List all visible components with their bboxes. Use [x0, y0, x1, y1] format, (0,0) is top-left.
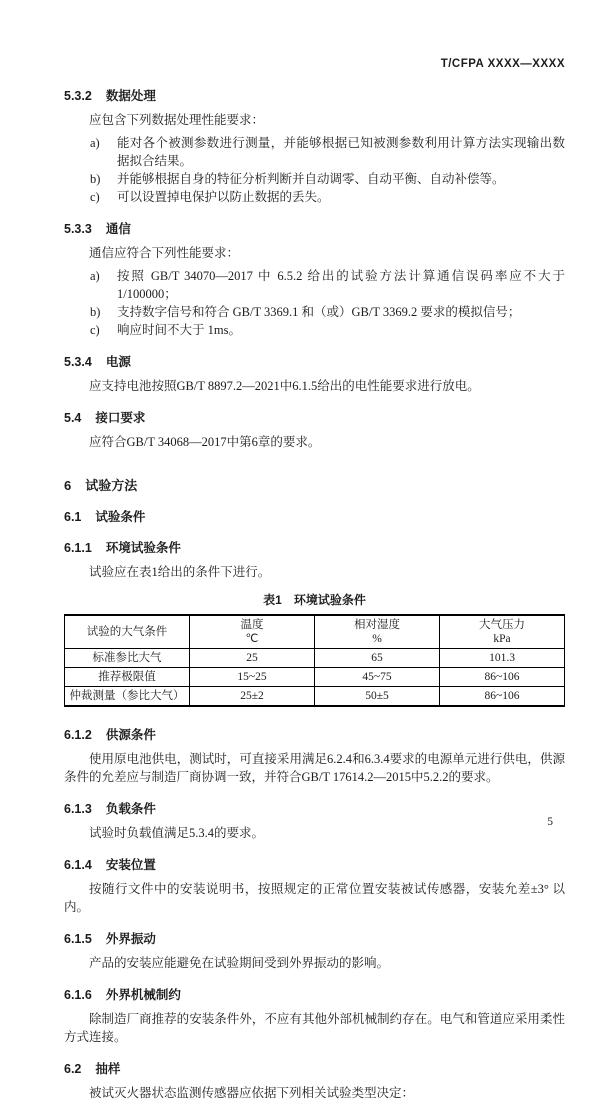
list-item	[64, 303, 565, 321]
list-marker: a)	[90, 269, 100, 283]
table-row	[65, 668, 565, 687]
list-item	[64, 188, 565, 206]
paragraph: 产品的安装应能避免在试验期间受到外界振动的影响。	[89, 956, 390, 970]
section-number: 5.3.4	[64, 355, 92, 369]
col-header: 大气压力 kPa	[440, 615, 565, 649]
col-header: 试验的大气条件	[65, 615, 190, 649]
section-number: 6.1.5	[64, 932, 92, 946]
table-cell: 45~75	[315, 668, 440, 687]
section-title: 试验条件	[95, 510, 146, 524]
table-row	[65, 649, 565, 668]
section-number: 5.3.2	[64, 89, 92, 103]
list-text: 按照 GB/T 34070—2017 中 6.5.2 给出的试验方法计算通信误码率应不大于 1/100000；	[117, 269, 565, 301]
table-caption-title: 环境试验条件	[293, 593, 366, 607]
col-header: 温度 ℃	[190, 615, 315, 649]
table-cell: 101.3	[440, 649, 565, 668]
section-heading-6-1-2	[64, 725, 565, 743]
list-item	[64, 170, 565, 188]
table-cell: 86~106	[440, 668, 565, 687]
paragraph: 除制造厂商推荐的安装条件外，不应有其他外部机械制约存在。电气和管道应采用柔性方式连接。	[64, 1012, 565, 1044]
section-number: 6.1.1	[64, 541, 92, 555]
col-header: 相对湿度 %	[315, 615, 440, 649]
section-number: 5.3.3	[64, 222, 92, 236]
list-marker: c)	[90, 190, 100, 204]
section-heading-6-1-1	[64, 538, 565, 556]
section-heading-5-3-2	[64, 86, 565, 104]
section-title: 外界机械制约	[105, 988, 181, 1002]
section-number: 6.2	[64, 1062, 82, 1076]
section-heading-6-1-3	[64, 799, 565, 817]
paragraph: 应符合GB/T 34068—2017中第6章的要求。	[89, 435, 321, 449]
section-heading-5-3-4	[64, 352, 565, 370]
list-text: 支持数字信号和符合 GB/T 3369.1 和（或）GB/T 3369.2 要求的模拟信号；	[117, 305, 521, 319]
section-title: 供源条件	[105, 728, 156, 742]
list-text: 并能够根据自身的特征分析判断并自动调零、自动平衡、自动补偿等。	[117, 172, 505, 186]
table-caption-label: 表1	[263, 593, 282, 607]
table-cell: 50±5	[315, 687, 440, 707]
table-cell: 仲裁测量（参比大气）	[65, 687, 190, 707]
section-title: 安装位置	[105, 858, 156, 872]
table-cell: 标准参比大气	[65, 649, 190, 668]
section-heading-6-1	[64, 507, 565, 525]
section-number: 6.1.2	[64, 728, 92, 742]
paragraph: 按随行文件中的安装说明书，按照规定的正常位置安装被试传感器，安装允差±3° 以内。	[64, 882, 565, 914]
table-cell: 15~25	[190, 668, 315, 687]
paragraph: 应支持电池按照GB/T 8897.2—2021中6.1.5给出的电性能要求进行放电。	[89, 379, 480, 393]
section-heading-5-3-3	[64, 219, 565, 237]
section-number: 6	[64, 478, 72, 493]
section-title: 数据处理	[105, 89, 156, 103]
table-row	[65, 687, 565, 707]
paragraph: 通信应符合下列性能要求：	[89, 246, 240, 260]
list-marker: c)	[90, 323, 100, 337]
table-cell: 65	[315, 649, 440, 668]
section-title: 试验方法	[85, 478, 138, 493]
paragraph: 试验应在表1给出的条件下进行。	[89, 565, 271, 579]
list-marker: b)	[90, 172, 101, 186]
table-cell: 25±2	[190, 687, 315, 707]
section-heading-5-4	[64, 408, 565, 426]
document-code-header: T/CFPA XXXX—XXXX	[440, 58, 565, 70]
section-title: 环境试验条件	[105, 541, 181, 555]
environment-conditions-table	[64, 614, 565, 707]
section-title: 电源	[105, 355, 131, 369]
section-title: 通信	[105, 222, 131, 236]
paragraph: 使用原电池供电，测试时，可直接采用满足6.2.4和6.3.4要求的电源单元进行供电，供源条件的允差应与制造厂商协调一致，并符合GB/T 17614.2—2015中5.2.2的要求。	[64, 752, 565, 784]
section-number: 6.1.6	[64, 988, 92, 1002]
page-number: 5	[547, 816, 553, 828]
list-item	[64, 134, 565, 170]
table-cell: 86~106	[440, 687, 565, 707]
section-title: 接口要求	[95, 411, 146, 425]
section-heading-6-1-4	[64, 855, 565, 873]
section-number: 6.1.3	[64, 802, 92, 816]
paragraph: 试验时负载值满足5.3.4的要求。	[89, 826, 265, 840]
paragraph: 被试灭火器状态监测传感器应依据下列相关试验类型决定：	[89, 1086, 415, 1100]
section-heading-6-1-6	[64, 985, 565, 1003]
section-heading-6-1-5	[64, 929, 565, 947]
list-marker: b)	[90, 305, 101, 319]
section-title: 负载条件	[105, 802, 156, 816]
section-number: 5.4	[64, 411, 82, 425]
chapter-heading-6	[64, 475, 565, 494]
table-caption	[64, 591, 565, 608]
section-title: 外界振动	[105, 932, 156, 946]
list-marker: a)	[90, 136, 100, 150]
list-text: 可以设置掉电保护以防止数据的丢失。	[117, 190, 330, 204]
list-text: 能对各个被测参数进行测量，并能够根据已知被测参数利用计算方法实现输出数据拟合结果。	[117, 136, 565, 168]
list-item	[64, 267, 565, 303]
section-number: 6.1	[64, 510, 82, 524]
list-item	[64, 321, 565, 339]
section-heading-6-2	[64, 1059, 565, 1077]
section-title: 抽样	[95, 1062, 121, 1076]
list-text: 响应时间不大于 1ms。	[117, 323, 241, 337]
section-number: 6.1.4	[64, 858, 92, 872]
table-header-row	[65, 615, 565, 649]
table-cell: 推荐极限值	[65, 668, 190, 687]
paragraph: 应包含下列数据处理性能要求：	[89, 113, 265, 127]
table-cell: 25	[190, 649, 315, 668]
